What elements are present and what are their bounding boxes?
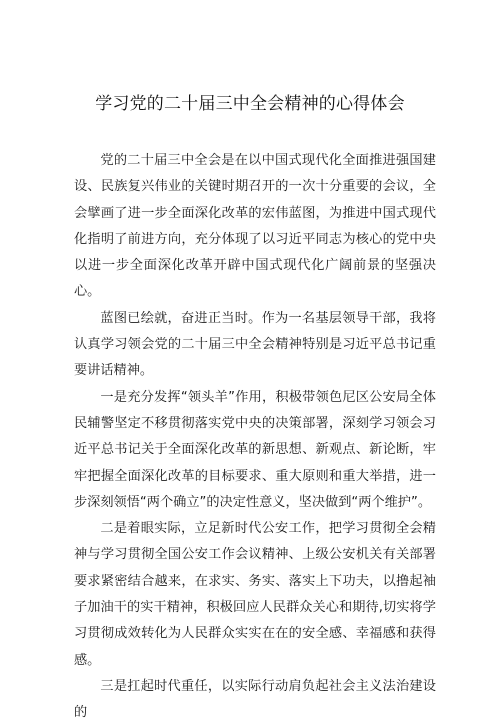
document-title: 学习党的二十届三中全会精神的心得体会 bbox=[95, 94, 405, 114]
paragraph: 蓝图已绘就，奋进正当时。作为一名基层领导干部，我将认真学习领会党的二十届三中全会精神特别是习近平总书记重要讲话精神。 bbox=[74, 310, 436, 379]
paragraph: 三是扛起时代重任，以实际行动肩负起社会主义法治建设的 bbox=[74, 678, 436, 721]
paragraph: 一是充分发挥“领头羊”作用，积极带领色尼区公安局全体民辅警坚定不移贯彻落实党中央的决策部署，深刻学习领会习近平总书记关于全面深化改革的新思想、新观点、新论断，牢牢把握全面深化改革的目标要求、重大原则和重大举措，进一步深刻领悟“两个确立”的决定性意义，坚决做到“两个维护”。 bbox=[74, 389, 436, 510]
document-body bbox=[74, 148, 436, 727]
paragraph: 党的二十届三中全会是在以中国式现代化全面推进强国建设、民族复兴伟业的关键时期召开的一次十分重要的会议，全会擘画了进一步全面深化改革的宏伟蓝图，为推进中国式现代化指明了前进方向，充分体现了以习近平同志为核心的党中央以进一步全面深化改革开辟中国式现代化广阔前景的坚强决心。 bbox=[74, 153, 436, 300]
paragraph: 二是着眼实际，立足新时代公安工作，把学习贯彻全会精神与学习贯彻全国公安工作会议精神、上级公安机关有关部署要求紧密结合越来，在求实、务实、落实上下功夫，以撸起袖子加油干的实干精神，积极回应人民群众关心和期待,切实将学习贯彻成效转化为人民群众实实在在的安全感、幸福感和获得感。 bbox=[74, 521, 436, 668]
